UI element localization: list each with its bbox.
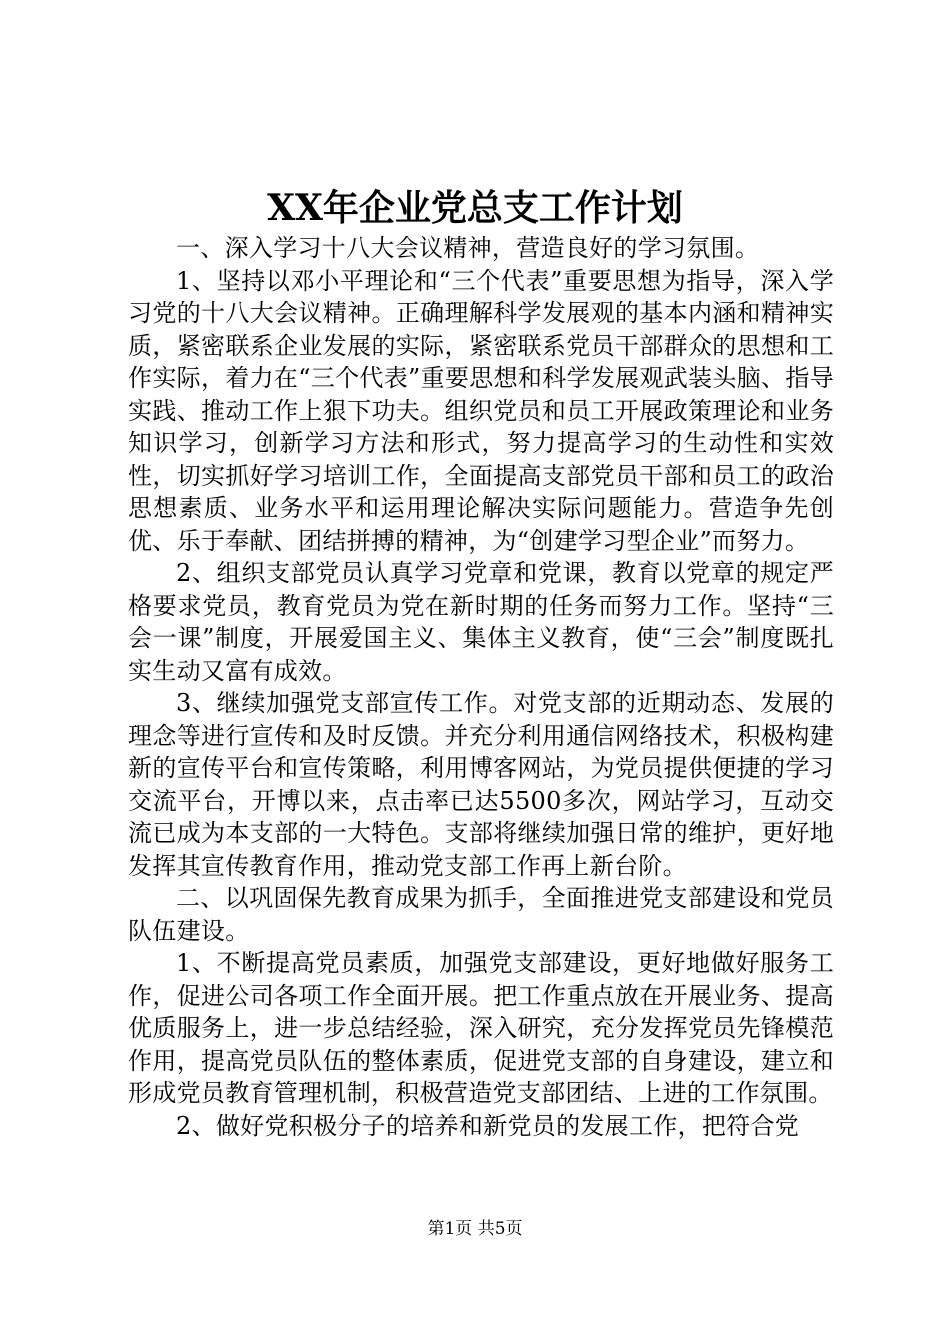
body-paragraph: 1、坚持以邓小平理论和“三个代表”重要思想为指导，深入学习党的十八大会议精神。正确理解科学发展观的基本内涵和精神实质，紧密联系企业发展的实际，紧密联系党员干部群众的思想和工作实际，着力在“三个代表”重要思想和科学发展观武装头脑、指导实践、推动工作上狠下功夫。组织党员和员工开展政策理论和业务知识学习，创新学习方法和形式，努力提高学习的生动性和实效性，切实抓好学习培训工作，全面提高支部党员干部和员工的政治思想素质、业务水平和运用理论解决实际问题能力。营造争先创优、乐于奉献、团结拼搏的精神，为“创建学习型企业”而努力。 xyxy=(128,266,834,555)
page-number: 第1页 共5页 xyxy=(427,1219,523,1239)
section-heading: 一、深入学习十八大会议精神，营造良好的学习氛围。 xyxy=(176,234,760,262)
body-paragraph: 1、不断提高党员素质，加强党支部建设，更好地做好服务工作，促进公司各项工作全面开展。把工作重点放在开展业务、提高优质服务上，进一步总结经验，深入研究，充分发挥党员先锋模范作用，提高党员队伍的整体素质，促进党支部的自身建设，建立和形成党员教育管理机制，积极营造党支部团结、上进的工作氛围。 xyxy=(128,949,834,1107)
body-paragraph: 3、继续加强党支部宣传工作。对党支部的近期动态、发展的理念等进行宣传和及时反馈。并充分利用通信网络技术，积极构建新的宣传平台和宣传策略，利用博客网站，为党员提供便捷的学习交流平台，开博以来，点击率已达5500多次，网站学习，互动交流已成为本支部的一大特色。支部将继续加强日常的维护，更好地发挥其宣传教育作用，推动党支部工作再上新台阶。 xyxy=(128,689,834,880)
document-title: XX年企业党总支工作计划 xyxy=(267,187,683,229)
document-body xyxy=(128,232,834,1142)
section-heading: 二、以巩固保先教育成果为抓手，全面推进党支部建设和党员队伍建设。 xyxy=(128,884,834,945)
body-paragraph: 2、组织支部党员认真学习党章和党课，教育以党章的规定严格要求党员，教育党员为党在新时期的任务而努力工作。坚持“三会一课”制度，开展爱国主义、集体主义教育，使“三会”制度既扎实生动又富有成效。 xyxy=(128,559,834,685)
body-paragraph: 2、做好党积极分子的培养和新党员的发展工作，把符合党 xyxy=(176,1111,800,1140)
